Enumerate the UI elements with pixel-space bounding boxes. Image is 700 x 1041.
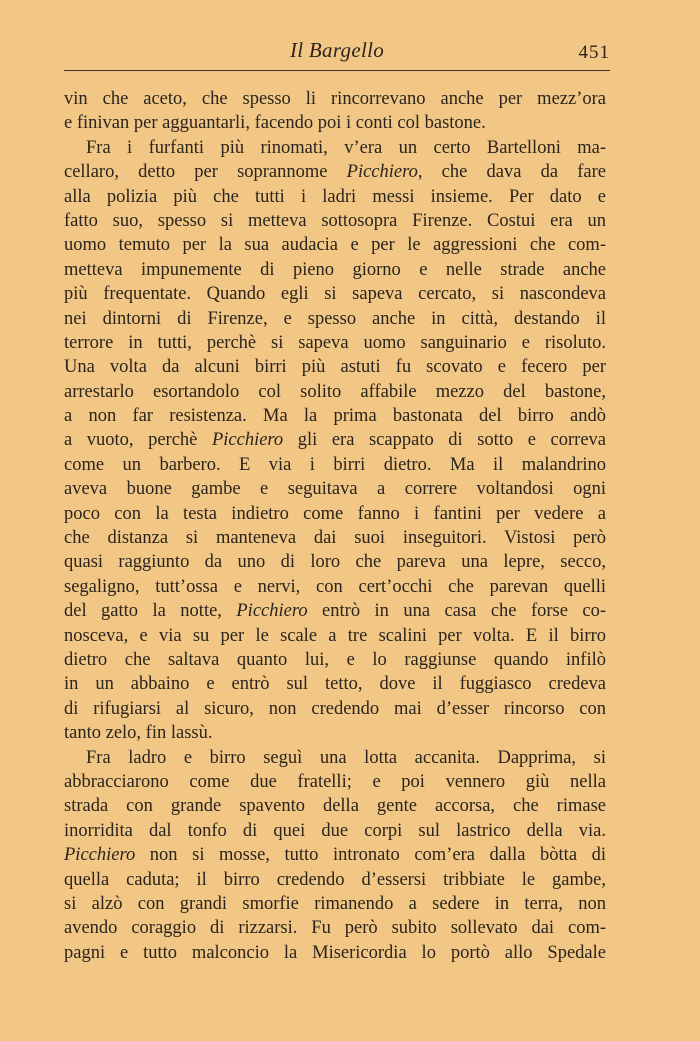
text-line: metteva impunemente di pieno giorno e nelle strade anche [64, 259, 606, 280]
text-line: quella caduta; il birro credendo d’essersi tribbiate le gambe, [64, 869, 606, 890]
text-line: in un abbaino e entrò sul tetto, dove il fuggiasco credeva [64, 674, 606, 695]
text-line: cellaro, detto per soprannome Picchiero, che dava da fare [64, 162, 606, 183]
text-line: del gatto la notte, Picchiero entrò in una casa che forse co- [64, 601, 606, 622]
text-line: tanto zelo, fin lassù. [64, 723, 213, 744]
text-line: nei dintorni di Firenze, e spesso anche in città, destando il [64, 308, 606, 329]
text-line: terrore in tutti, perchè si sapeva uomo sanguinario e risoluto. [64, 332, 606, 353]
text-line: segaligno, tutt’ossa e nervi, con cert’occhi che parevan quelli [64, 576, 606, 597]
text-line: si alzò con grandi smorfie rimanendo a sedere in terra, non [64, 893, 606, 914]
text-line: aveva buone gambe e seguitava a correre voltandosi ogni [64, 479, 606, 500]
body-text [64, 87, 606, 965]
text-line: abbracciarono come due fratelli; e poi vennero giù nella [64, 771, 606, 792]
text-line: nosceva, e via su per le scale a tre scalini per volta. E il birro [64, 625, 606, 646]
text-line: Fra i furfanti più rinomati, v’era un certo Bartelloni ma- [86, 137, 606, 158]
text-line: alla polizia più che tutti i ladri messi insieme. Per dato e [64, 186, 606, 207]
text-line: dietro che saltava quanto lui, e lo raggiunse quando infilò [64, 649, 606, 670]
text-line: arrestarlo esortandolo col solito affabile mezzo del bastone, [64, 381, 606, 402]
text-line: a non far resistenza. Ma la prima bastonata del birro andò [64, 406, 606, 427]
text-line: pagni e tutto malconcio la Misericordia lo portò allo Spedale [64, 942, 606, 963]
text-line: vin che aceto, che spesso li rincorrevano anche per mezz’ora [64, 89, 606, 109]
text-line: e finivan per agguantarli, facendo poi i conti col bastone. [64, 113, 486, 134]
text-line: quasi raggiunto da uno di loro che pareva una lepre, secco, [64, 552, 606, 573]
text-line: di rifugiarsi al sicuro, non credendo mai d’esser rincorso con [64, 698, 606, 719]
text-line: strada con grande spavento della gente accorsa, che rimase [64, 796, 606, 817]
text-line: uomo temuto per la sua audacia e per le aggressioni che com- [64, 235, 606, 256]
text-line: fatto suo, spesso si metteva sottosopra Firenze. Costui era un [64, 210, 606, 231]
page-header [64, 38, 610, 71]
text-line: come un barbero. E via i birri dietro. Ma il malandrino [64, 454, 606, 475]
text-line: avendo coraggio di rizzarsi. Fu però subito sollevato dai com- [64, 918, 606, 939]
text-line: poco con la testa indietro come fanno i fantini per vedere a [64, 503, 606, 524]
text-line: che distanza si manteneva dai suoi inseguitori. Vistosi però [64, 528, 606, 549]
text-line: inorridita dal tonfo di quei due corpi sul lastrico della via. [64, 820, 606, 841]
text-line: Una volta da alcuni birri più astuti fu scovato e fecero per [64, 357, 606, 378]
running-title: Il Bargello [289, 38, 385, 62]
text-line: Fra ladro e birro seguì una lotta accanita. Dapprima, si [86, 747, 606, 768]
text-line: più frequentate. Quando egli si sapeva cercato, si nascondeva [64, 284, 606, 305]
page-number: 451 [578, 42, 610, 63]
text-line: a vuoto, perchè Picchiero gli era scappato di sotto e correva [64, 430, 606, 451]
text-line: Picchiero non si mosse, tutto intronato com’era dalla bòtta di [64, 845, 606, 866]
